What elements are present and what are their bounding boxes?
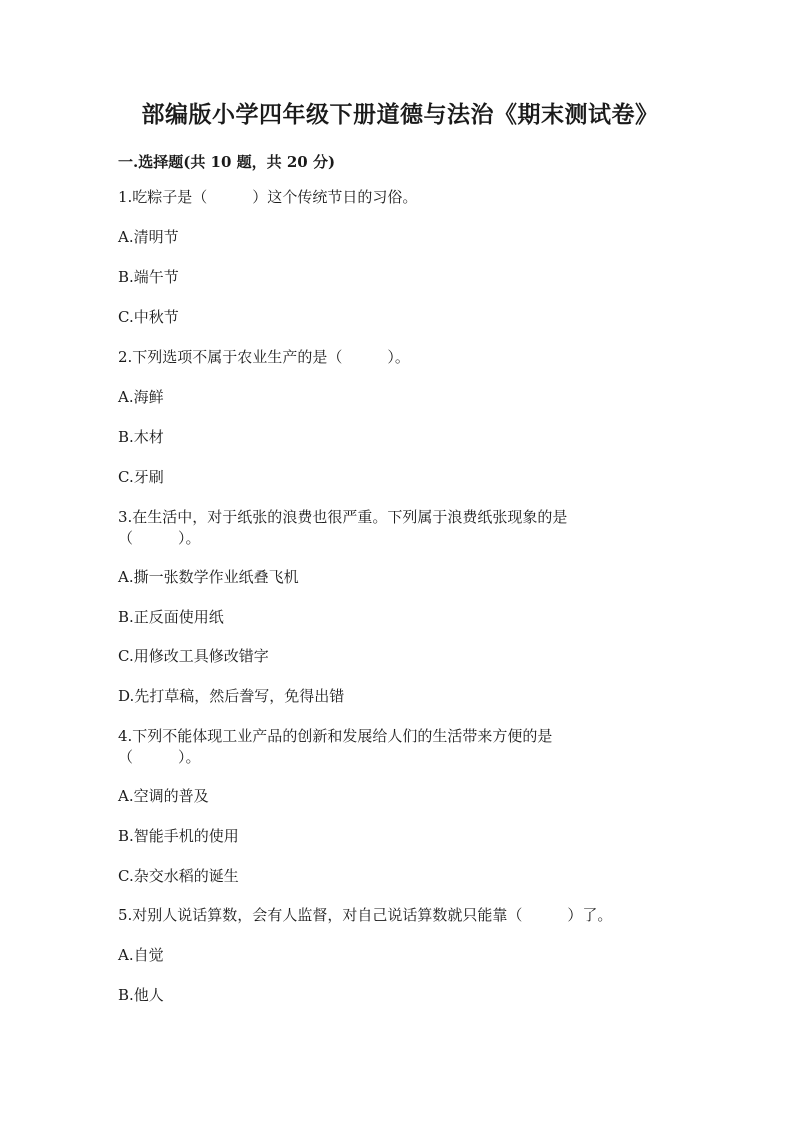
question-4-stem: 4.下列不能体现工业产品的创新和发展给人们的生活带来方便的是 [118,727,553,745]
question-4-option-b[interactable]: B.智能手机的使用 [118,827,239,845]
question-3-option-b[interactable]: B.正反面使用纸 [118,608,224,626]
question-3-option-c[interactable]: C.用修改工具修改错字 [118,647,269,665]
question-5-option-a[interactable]: A.自觉 [118,946,164,964]
question-2-option-b[interactable]: B.木材 [118,428,164,446]
question-3-stem: 3.在生活中，对于纸张的浪费也很严重。下列属于浪费纸张现象的是 [118,508,568,526]
question-1-stem: 1.吃粽子是（ ）这个传统节日的习俗。 [118,188,418,206]
question-2-stem: 2.下列选项不属于农业生产的是（ ）。 [118,348,410,366]
question-5-option-b[interactable]: B.他人 [118,986,164,1004]
question-3-option-d[interactable]: D.先打草稿，然后誊写，免得出错 [118,687,345,705]
question-2-option-a[interactable]: A.海鲜 [118,388,164,406]
question-1-option-c[interactable]: C.中秋节 [118,308,179,326]
question-3-option-a[interactable]: A.撕一张数学作业纸叠飞机 [118,568,299,586]
question-3-stem-continued: （ ）。 [118,529,201,547]
question-1-option-b[interactable]: B.端午节 [118,268,179,286]
question-4-option-c[interactable]: C.杂交水稻的诞生 [118,867,239,885]
question-2-option-c[interactable]: C.牙刷 [118,468,164,486]
question-4-stem-continued: （ ）。 [118,748,201,766]
question-4-option-a[interactable]: A.空调的普及 [118,787,209,805]
question-5-stem: 5.对别人说话算数，会有人监督，对自己说话算数就只能靠（ ）了。 [118,906,613,924]
question-1-option-a[interactable]: A.清明节 [118,228,179,246]
section-heading: 一.选择题(共 10 题，共 20 分) [118,153,336,171]
page-title: 部编版小学四年级下册道德与法治《期末测试卷》 [141,101,659,128]
